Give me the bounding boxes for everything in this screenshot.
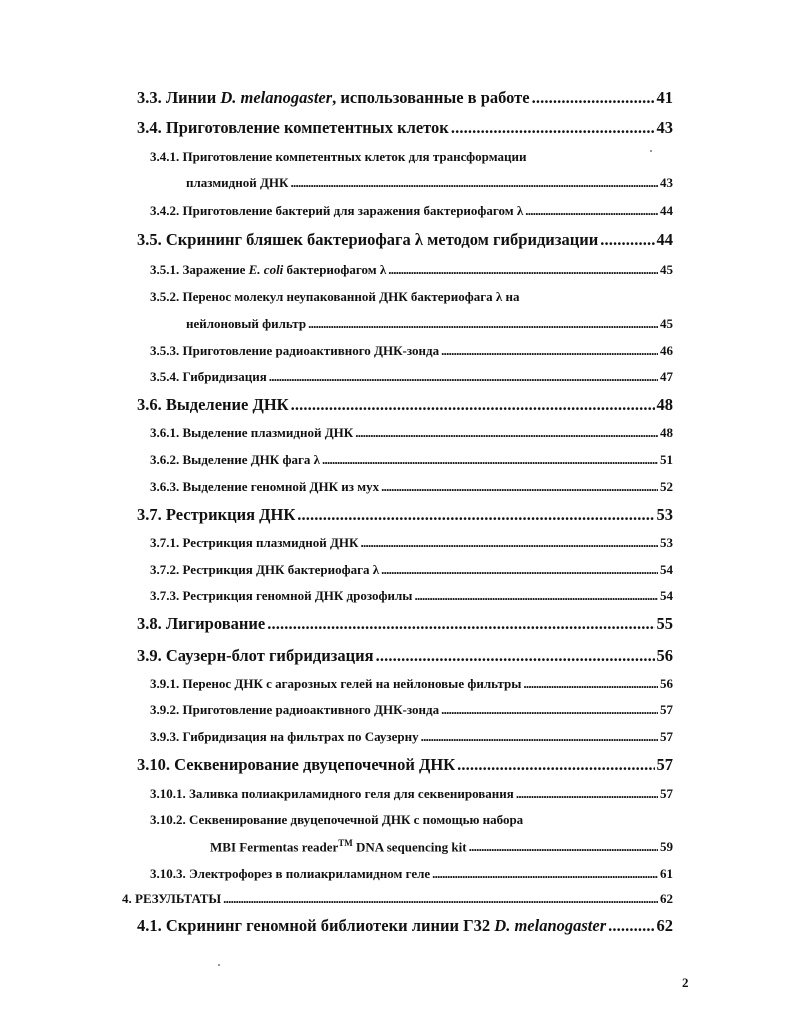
- toc-entry-text: 3.4. Приготовление компетентных клеток: [137, 118, 449, 137]
- toc-page-number: 56: [656, 646, 673, 665]
- toc-entry-text: 3.10.3. Электрофорез в полиакриламидном геле: [150, 866, 431, 881]
- toc-entry[interactable]: [150, 203, 673, 219]
- toc-entry-continuation: MBI Fermentas reader™ DNA sequencing kit: [210, 838, 467, 855]
- toc-page-number: 61: [660, 866, 673, 881]
- toc-entry[interactable]: [150, 343, 673, 359]
- toc-page-number: 45: [660, 316, 673, 331]
- leader-dots: [381, 479, 658, 495]
- toc-entry-text: 3.4.2. Приготовление бактерий для заражения бактериофагом λ: [150, 203, 524, 218]
- toc-entry[interactable]: [150, 562, 673, 578]
- toc-entry[interactable]: [137, 118, 673, 138]
- toc-page-number: 43: [660, 175, 673, 190]
- toc-page-number: 52: [660, 479, 673, 494]
- leader-dots: [308, 316, 658, 332]
- toc-entry-text: 3.8. Лигирование: [137, 614, 266, 633]
- toc-page-number: 45: [660, 262, 673, 277]
- toc-entry-text: 3.5.1. Заражение E. coli бактериофагом λ: [150, 262, 387, 277]
- toc-page-number: 57: [660, 729, 673, 744]
- toc-entry[interactable]: [150, 702, 673, 718]
- leader-dots: [608, 916, 654, 936]
- toc-entry[interactable]: [150, 676, 673, 692]
- toc-entry-text: 3.5. Скрининг бляшек бактериофага λ методом гибридизации: [137, 230, 599, 249]
- toc-entry-text: 3.5.4. Гибридизация: [150, 369, 267, 384]
- toc-page-number: 46: [660, 343, 673, 358]
- leader-dots: [376, 646, 655, 666]
- toc-entry-text: 3.9.3. Гибридизация на фильтрах по Саузерну: [150, 729, 419, 744]
- toc-page-number: 47: [660, 369, 673, 384]
- leader-dots: [516, 786, 658, 802]
- toc-page-number: 43: [656, 118, 673, 137]
- toc-entry[interactable]: [137, 230, 673, 250]
- toc-entry-text: 4. РЕЗУЛЬТАТЫ: [122, 891, 222, 906]
- leader-dots: [360, 535, 658, 551]
- toc-page-number: 57: [660, 786, 673, 801]
- toc-entry[interactable]: [137, 88, 673, 108]
- toc-page-number: 62: [656, 916, 673, 935]
- toc-page-number: 56: [660, 676, 673, 691]
- toc-entry[interactable]: [150, 729, 673, 745]
- toc-entry-text: 4.1. Скрининг геномной библиотеки линии Г32 D. melanogaster: [137, 916, 607, 935]
- leader-dots: [451, 118, 655, 138]
- leader-dots: [381, 562, 658, 578]
- leader-dots: [322, 452, 658, 468]
- toc-entry[interactable]: [186, 316, 673, 332]
- leader-dots: [297, 505, 654, 525]
- scan-speck: [650, 150, 652, 152]
- toc-entry[interactable]: [122, 891, 673, 907]
- toc-page-number: 53: [660, 535, 673, 550]
- toc-entry[interactable]: [137, 755, 673, 775]
- leader-dots: [432, 866, 658, 882]
- toc-entry[interactable]: [137, 505, 673, 525]
- toc-entry-text: 3.7.3. Рестрикция геномной ДНК дрозофилы: [150, 588, 413, 603]
- toc-page-number: 44: [660, 203, 673, 218]
- leader-dots: [414, 588, 658, 604]
- toc-entry-text: 3.10.1. Заливка полиакриламидного геля для секвенирования: [150, 786, 514, 801]
- toc-entry[interactable]: [150, 479, 673, 495]
- toc-entry-text: 3.5.3. Приготовление радиоактивного ДНК-зонда: [150, 343, 440, 358]
- toc-page-number: 53: [656, 505, 673, 524]
- toc-entry[interactable]: [150, 866, 673, 882]
- toc-entry-text: 3.6.1. Выделение плазмидной ДНК: [150, 425, 354, 440]
- toc-entry-text: 3.7. Рестрикция ДНК: [137, 505, 296, 524]
- leader-dots: [223, 891, 658, 907]
- scan-speck: [218, 964, 220, 966]
- toc-page-number: 57: [656, 755, 673, 774]
- toc-page-number: 54: [660, 588, 673, 603]
- leader-dots: [290, 175, 658, 191]
- toc-entry[interactable]: [137, 646, 673, 666]
- toc-entry[interactable]: [150, 588, 673, 604]
- toc-entry-text: 3.3. Линии D. melanogaster, использованные в работе: [137, 88, 530, 107]
- toc-entry-text: 3.6.3. Выделение геномной ДНК из мух: [150, 479, 380, 494]
- toc-entry[interactable]: [150, 369, 673, 385]
- toc-page-number: 48: [660, 425, 673, 440]
- toc-entry-text: 3.9.2. Приготовление радиоактивного ДНК-зонда: [150, 702, 440, 717]
- toc-entry-text[interactable]: 3.4.1. Приготовление компетентных клеток для трансформации: [150, 149, 527, 164]
- toc-entry[interactable]: [210, 838, 673, 855]
- toc-entry-text[interactable]: 3.5.2. Перенос молекул неупакованной ДНК бактериофага λ на: [150, 289, 520, 304]
- leader-dots: [388, 262, 658, 278]
- toc-entry-text: 3.7.2. Рестрикция ДНК бактериофага λ: [150, 562, 380, 577]
- toc-entry-text[interactable]: 3.10.2. Секвенирование двуцепочечной ДНК с помощью набора: [150, 812, 524, 827]
- leader-dots: [421, 729, 658, 745]
- toc-entry-continuation: плазмидной ДНК: [186, 175, 289, 190]
- leader-dots: [291, 395, 655, 415]
- toc-entry[interactable]: [186, 175, 673, 191]
- toc-entry[interactable]: [137, 395, 673, 415]
- toc-entry-continuation: нейлоновый фильтр: [186, 316, 307, 331]
- page-number: 2: [682, 975, 689, 990]
- toc-entry-text: 3.7.1. Рестрикция плазмидной ДНК: [150, 535, 359, 550]
- toc-entry[interactable]: [150, 262, 673, 278]
- toc-page-number: 44: [656, 230, 673, 249]
- toc-page-number: 59: [660, 839, 673, 855]
- toc-entry[interactable]: [150, 452, 673, 468]
- toc-page-number: 48: [656, 395, 673, 414]
- leader-dots: [532, 88, 655, 108]
- toc-entry[interactable]: [137, 614, 673, 634]
- toc-entry-text: 3.10. Секвенирование двуцепочечной ДНК: [137, 755, 456, 774]
- leader-dots: [523, 676, 658, 692]
- toc-page-number: 62: [660, 891, 673, 906]
- leader-dots: [525, 203, 658, 219]
- toc-page-number: 54: [660, 562, 673, 577]
- toc-page-number: 51: [660, 452, 673, 467]
- leader-dots: [267, 614, 654, 634]
- leader-dots: [441, 702, 658, 718]
- leader-dots: [469, 839, 658, 855]
- toc-page-number: 41: [656, 88, 673, 107]
- leader-dots: [457, 755, 654, 775]
- leader-dots: [269, 369, 658, 385]
- leader-dots: [441, 343, 658, 359]
- toc-entry-text: 3.9.1. Перенос ДНК с агарозных гелей на нейлоновые фильтры: [150, 676, 522, 691]
- toc-entry[interactable]: [150, 425, 673, 441]
- toc-entry-text: 3.6.2. Выделение ДНК фага λ: [150, 452, 320, 467]
- toc-page-number: 57: [660, 702, 673, 717]
- toc-entry[interactable]: [150, 535, 673, 551]
- leader-dots: [600, 230, 654, 250]
- toc-entry-text: 3.6. Выделение ДНК: [137, 395, 289, 414]
- toc-entry-text: 3.9. Саузерн-блот гибридизация: [137, 646, 374, 665]
- toc-entry[interactable]: [137, 916, 673, 936]
- toc-page-number: 55: [656, 614, 673, 633]
- toc-entry[interactable]: [150, 786, 673, 802]
- leader-dots: [355, 425, 658, 441]
